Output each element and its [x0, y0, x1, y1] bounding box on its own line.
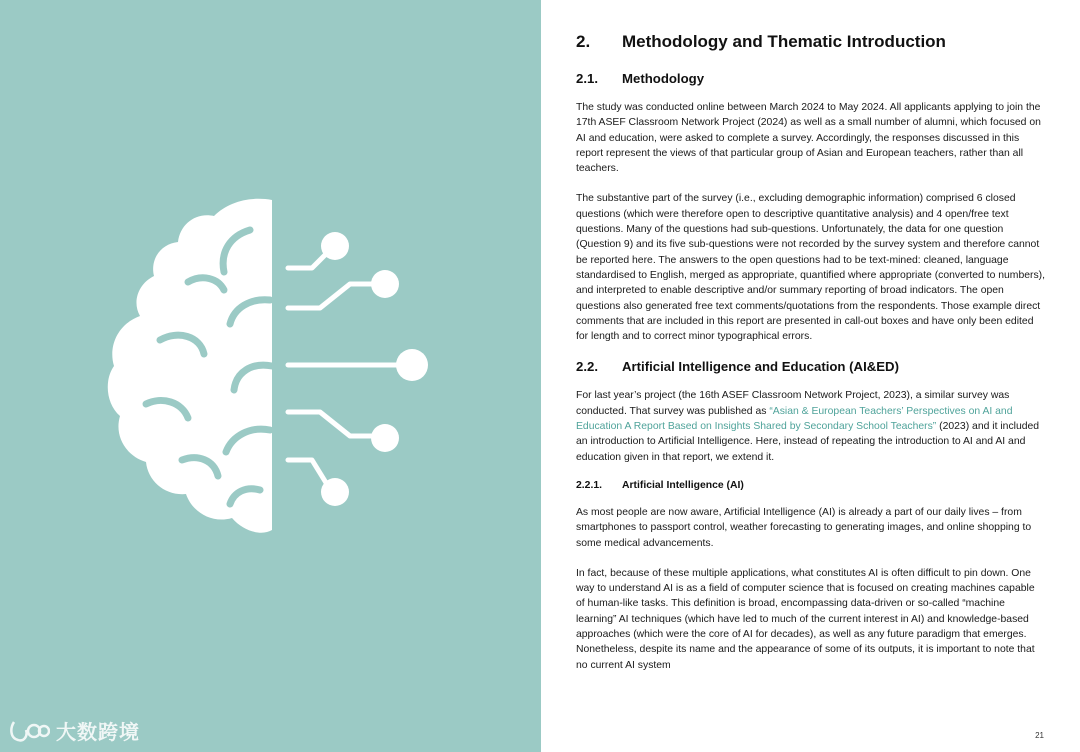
section-title: Methodology	[622, 71, 705, 86]
section-number: 2.1.	[576, 71, 598, 86]
paragraph: The study was conducted online between March 2024 to May 2024. All applicants applying to join the 17th ASEF Classroom Network Project (2024) as well as a small number of alumni, which focused on AI and education, were asked to complete a survey. Accordingly, the responses discussed in this report represent the views of that particular group of Asian and European teachers, rather than all teachers.	[576, 102, 1041, 175]
text-page	[541, 0, 1080, 752]
watermark-logo-icon	[10, 718, 50, 744]
section-number: 2.	[576, 32, 591, 51]
paragraph: In fact, because of these multiple applications, what constitutes AI is often difficult to pin down. One way to understand AI is as a field of computer science that is focused on creating machines capable of human-like tasks. This definition is broad, encompassing data-driven or so-called “machine learning” AI techniques (which have led to much of the current interest in AI) and knowledge-based approaches (which were the core of AI for decades), as well as any future paradigm that emerges. Nonetheless, despite its name and the appearance of some of its outputs, it is important to note that no current AI system	[576, 567, 1035, 671]
section-2-1-heading	[576, 71, 1046, 86]
paragraph-text: (2023) and it included an introduction to Artificial Intelligence. Here, instead of repeating the introduction to AI and AI and education given in that report, we extend it.	[576, 421, 1040, 463]
section-2-2-1-heading	[576, 480, 1046, 491]
section-title: Methodology and Thematic Introduction	[622, 32, 946, 51]
page-number: 21	[1035, 731, 1044, 740]
section-title: Artificial Intelligence and Education (AI&ED)	[622, 359, 899, 375]
section-title: Artificial Intelligence (AI)	[622, 479, 744, 491]
paragraph	[576, 388, 1046, 464]
section-2-2-heading	[576, 359, 1046, 374]
watermark	[10, 716, 140, 745]
report-link[interactable]: “Asian & European Teachers’ Perspectives on AI and Education A Report Based on Insights Shared by Secondary School Teachers”	[576, 405, 1013, 433]
section-2-heading	[576, 32, 1046, 52]
paragraph: The substantive part of the survey (i.e., excluding demographic information) comprised 6 closed questions (which were therefore open to descriptive quantitative analysis) and 4 open/free text questions. Many of the questions had sub-questions. Unfortunately, the data for one question (Question 9) and its five sub-questions were not recorded by the survey system and therefore cannot be reported here. The answers to the open questions had to be text-mined: cleaned, language standardised to English, merged as appropriate, quantified where appropriate (converted to numbers), and interpreted to enable descriptive and/or summary reporting of broad indicators. The open questions also generated free text comments/quotations from the respondents. Those example direct comments that are included in this report are presented in call-out boxes and have only been edited for length and to correct minor typographical errors.	[576, 193, 1046, 343]
section-number: 2.2.	[576, 359, 598, 375]
page-content	[576, 32, 1046, 688]
paragraph: As most people are now aware, Artificial Intelligence (AI) is already a part of our daily lives – from smartphones to passport control, weather forecasting to generating images, and online shopping to some medical advancements.	[576, 506, 1032, 549]
paragraph-text: For last year’s project (the 16th ASEF Classroom Network Project, 2023), a similar survey was conducted. That survey was published as	[576, 390, 1010, 417]
section-number: 2.2.1.	[576, 479, 602, 491]
circuit-node-dots	[321, 232, 428, 506]
watermark-text: 大数跨境	[56, 720, 140, 744]
brain-circuit-icon	[100, 190, 440, 540]
